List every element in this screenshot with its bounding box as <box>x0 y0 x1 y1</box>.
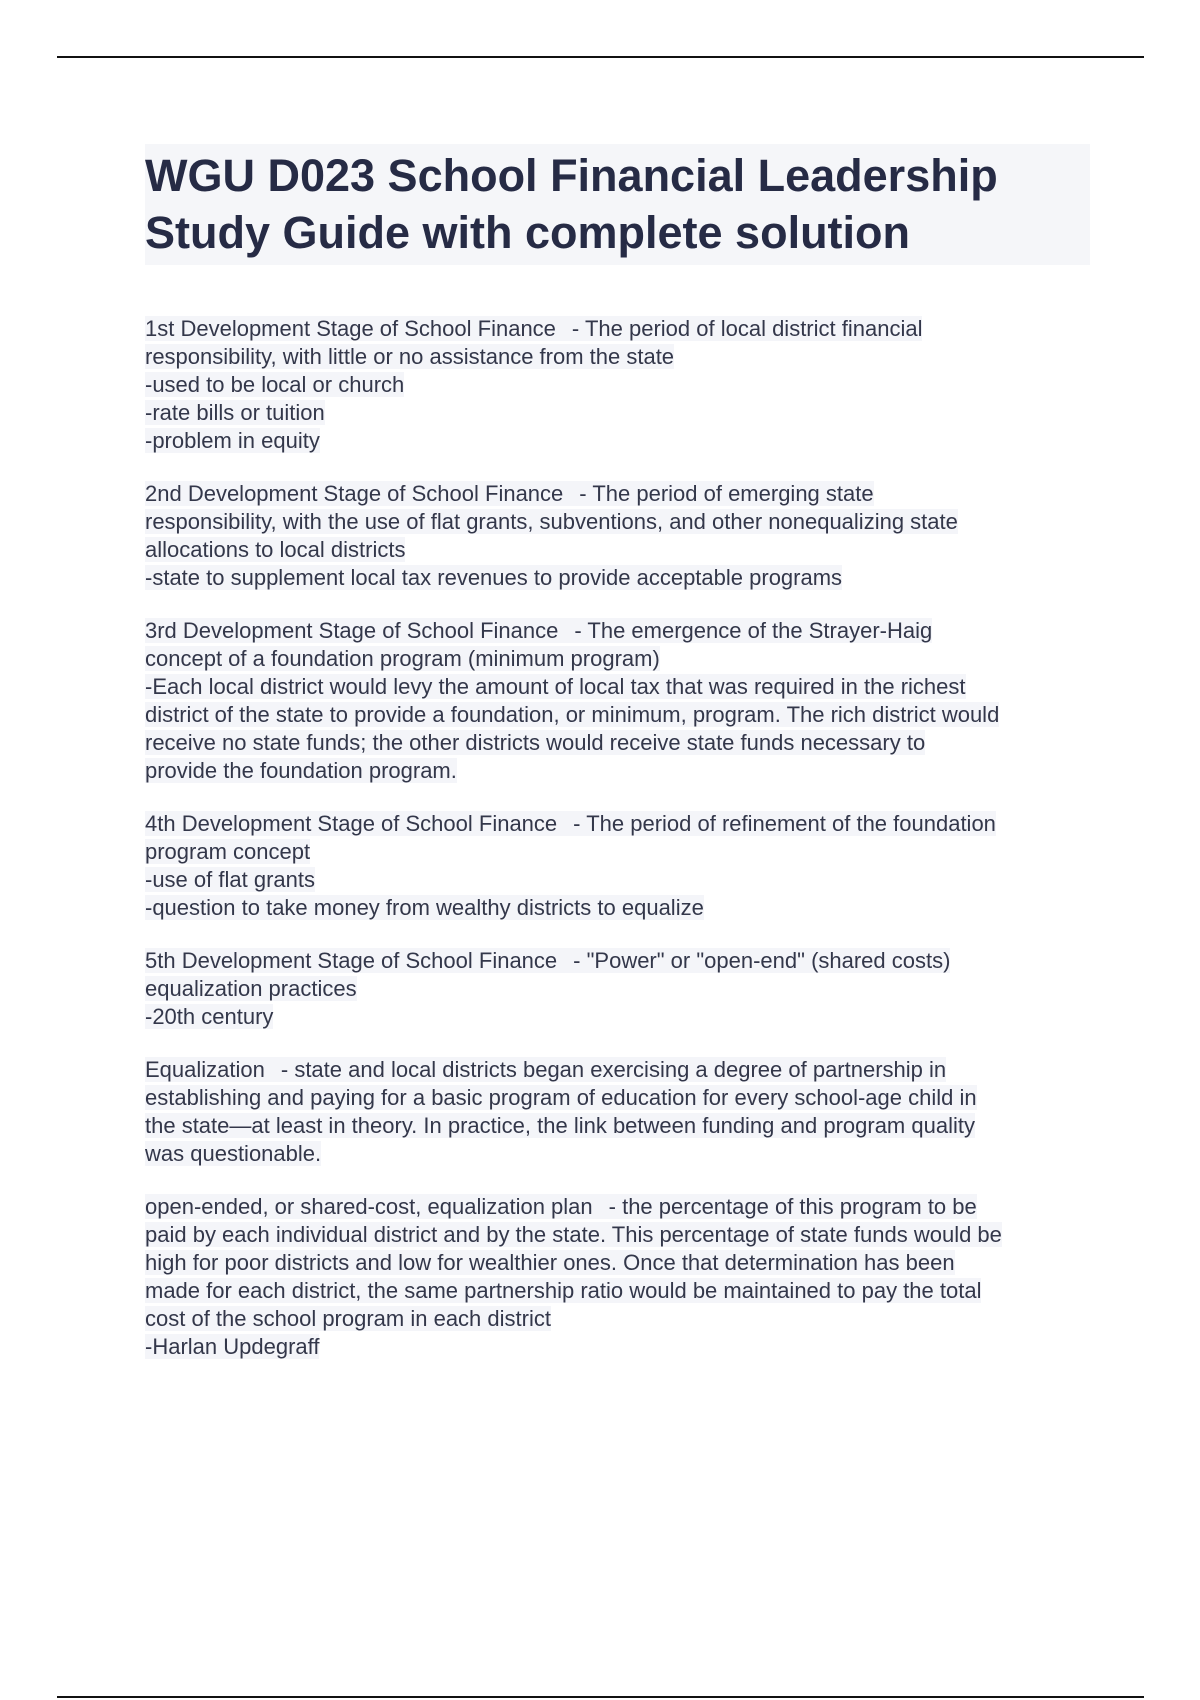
flashcard-entry-6 <box>145 1056 1090 1168</box>
entry-line: cost of the school program in each district <box>145 1306 551 1331</box>
entry-term: 1st Development Stage of School Finance <box>145 316 556 341</box>
entry-line: -20th century <box>145 1004 274 1029</box>
flashcard-entry-7 <box>145 1193 1090 1361</box>
entry-line: district of the state to provide a foundation, or minimum, program. The rich district would <box>145 702 1000 727</box>
entry-first-line <box>145 1056 1090 1084</box>
entry-term: Equalization <box>145 1057 265 1082</box>
entry-definition-start: - The period of refinement of the foundation <box>573 811 996 836</box>
entry-line: the state—at least in theory. In practice, the link between funding and program quality <box>145 1113 975 1138</box>
entry-term: 3rd Development Stage of School Finance <box>145 618 559 643</box>
entry-term: 5th Development Stage of School Finance <box>145 948 558 973</box>
bottom-page-rule <box>57 1696 1144 1698</box>
flashcard-entry-1 <box>145 315 1090 455</box>
entry-line: responsibility, with little or no assistance from the state <box>145 344 675 369</box>
entry-line: responsibility, with the use of flat grants, subventions, and other nonequalizing state <box>145 509 958 534</box>
entry-term: 2nd Development Stage of School Finance <box>145 481 564 506</box>
study-guide-page <box>145 144 1090 1386</box>
entry-first-line <box>145 947 1090 975</box>
flashcard-entry-3 <box>145 617 1090 785</box>
entry-line: high for poor districts and low for wealthier ones. Once that determination has been <box>145 1250 955 1275</box>
document-title <box>145 144 1090 265</box>
entry-line: -Harlan Updegraff <box>145 1334 320 1359</box>
entry-line: concept of a foundation program (minimum program) <box>145 646 660 671</box>
entry-line: allocations to local districts <box>145 537 406 562</box>
entry-line: provide the foundation program. <box>145 758 457 783</box>
entry-line: -rate bills or tuition <box>145 400 325 425</box>
entry-line: -used to be local or church <box>145 372 405 397</box>
title-line-1: WGU D023 School Financial Leadership <box>145 150 998 201</box>
entry-line: establishing and paying for a basic program of education for every school-age child in <box>145 1085 977 1110</box>
entry-first-line <box>145 315 1090 343</box>
top-page-rule <box>57 56 1144 58</box>
entry-first-line <box>145 617 1090 645</box>
entry-term: 4th Development Stage of School Finance <box>145 811 558 836</box>
entry-line: was questionable. <box>145 1141 322 1166</box>
entry-definition-start: - state and local districts began exercising a degree of partnership in <box>280 1057 947 1082</box>
entry-definition-start: - "Power" or "open-end" (shared costs) <box>573 948 951 973</box>
entry-line: -state to supplement local tax revenues to provide acceptable programs <box>145 565 843 590</box>
entry-line: program concept <box>145 839 311 864</box>
entry-definition-start: - The period of emerging state <box>579 481 874 506</box>
title-line-2: Study Guide with complete solution <box>145 207 911 258</box>
entry-line: -question to take money from wealthy districts to equalize <box>145 895 704 920</box>
entry-first-line <box>145 1193 1090 1221</box>
entry-line: -Each local district would levy the amount of local tax that was required in the richest <box>145 674 966 699</box>
entry-line: paid by each individual district and by the state. This percentage of state funds would be <box>145 1222 1002 1247</box>
entry-term: open-ended, or shared-cost, equalization plan <box>145 1194 593 1219</box>
entry-line: made for each district, the same partnership ratio would be maintained to pay the total <box>145 1278 982 1303</box>
flashcard-entry-2 <box>145 480 1090 592</box>
entry-line: -problem in equity <box>145 428 320 453</box>
entry-first-line <box>145 810 1090 838</box>
entry-definition-start: - the percentage of this program to be <box>608 1194 977 1219</box>
entry-line: -use of flat grants <box>145 867 315 892</box>
flashcard-entry-5 <box>145 947 1090 1031</box>
entry-first-line <box>145 480 1090 508</box>
entry-definition-start: - The emergence of the Strayer-Haig <box>574 618 933 643</box>
entry-line: receive no state funds; the other districts would receive state funds necessary to <box>145 730 926 755</box>
entry-line: equalization practices <box>145 976 357 1001</box>
entry-definition-start: - The period of local district financial <box>571 316 923 341</box>
flashcard-entry-4 <box>145 810 1090 922</box>
